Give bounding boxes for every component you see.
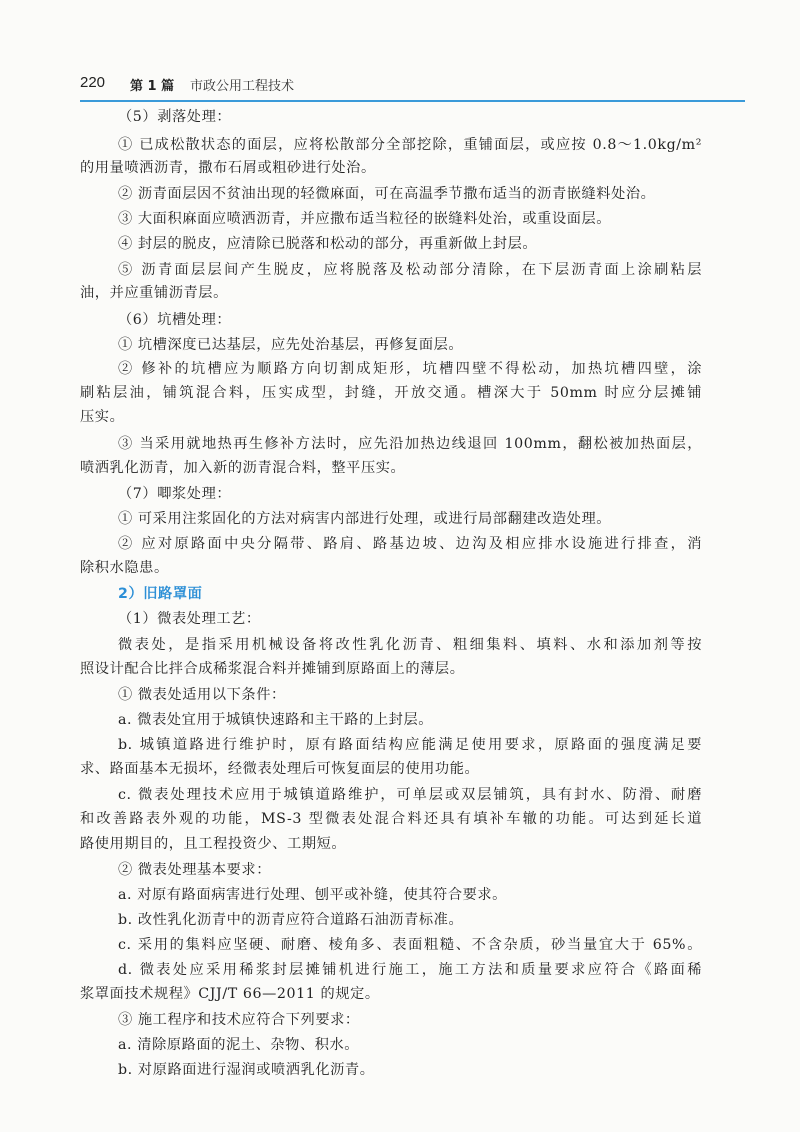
paragraph-line: 浆罩面技术规程》CJJ/T 66—2011 的规定。 <box>80 986 380 1002</box>
paragraph-line: ① 已成松散状态的面层，应将松散部分全部挖除，重铺面层，或应按 0.8～1.0kg/m² <box>118 137 702 153</box>
paragraph-line: a. 微表处宜用于城镇快速路和主干路的上封层。 <box>118 712 434 728</box>
paragraph-line: 刷粘层油，铺筑混合料，压实成型，封缝，开放交通。槽深大于 50mm 时应分层摊铺 <box>80 385 702 401</box>
paragraph-line: （6）坑槽处理： <box>118 312 232 328</box>
paragraph-line: 求、路面基本无损坏，经微表处理后可恢复面层的使用功能。 <box>80 761 480 777</box>
paragraph-line: ⑤ 沥青面层层间产生脱皮，应将脱落及松动部分清除，在下层沥青面上涂刷粘层 <box>118 262 702 278</box>
paragraph-line: ③ 大面积麻面应喷洒沥青，并应撒布适当粒径的嵌缝料处治，或重设面层。 <box>118 211 612 227</box>
paragraph-line: ① 微表处适用以下条件： <box>118 687 286 703</box>
paragraph-line: 照设计配合比拌合成稀浆混合料并摊铺到原路面上的薄层。 <box>80 661 465 677</box>
paragraph-line: b. 对原路面进行湿润或喷洒乳化沥青。 <box>118 1062 375 1078</box>
page-number: 220 <box>80 74 106 91</box>
page-header <box>80 62 745 102</box>
paragraph-line: 和改善路表外观的功能，MS-3 型微表处混合料还具有填补车辙的功能。可达到延长道 <box>80 811 702 827</box>
paragraph-line: （7）唧浆处理： <box>118 486 232 502</box>
paragraph-line: ① 可采用注浆固化的方法对病害内部进行处理，或进行局部翻建改造处理。 <box>118 511 612 527</box>
paragraph-line: 微表处，是指采用机械设备将改性乳化沥青、粗细集料、填料、水和添加剂等按 <box>118 637 702 653</box>
paragraph-line: ③ 施工程序和技术应符合下列要求： <box>118 1012 360 1028</box>
paragraph-line: b. 改性乳化沥青中的沥青应符合道路石油沥青标准。 <box>118 912 464 928</box>
paragraph-line: b. 城镇道路进行维护时，原有路面结构应能满足使用要求，原路面的强度满足要 <box>118 737 702 753</box>
paragraph-line: a. 清除原路面的泥土、杂物、积水。 <box>118 1037 360 1053</box>
paragraph-line: ③ 当采用就地热再生修补方法时，应先沿加热边线退回 100mm，翻松被加热面层， <box>118 436 702 452</box>
paragraph-line: ② 沥青面层因不贫油出现的轻微麻面，可在高温季节撒布适当的沥青嵌缝料处治。 <box>118 186 656 202</box>
paragraph-line: 除积水隐患。 <box>80 560 169 576</box>
paragraph-line: ② 修补的坑槽应为顺路方向切割成矩形，坑槽四壁不得松动，加热坑槽四壁，涂 <box>118 361 702 377</box>
paragraph-line: c. 采用的集料应坚硬、耐磨、棱角多、表面粗糙、不含杂质，砂当量宜大于 65%。 <box>118 937 702 953</box>
paragraph-line: （1）微表处理工艺： <box>118 611 261 627</box>
subject-title: 市政公用工程技术 <box>190 79 295 94</box>
paragraph-line: ① 坑槽深度已达基层，应先处治基层，再修复面层。 <box>118 337 464 353</box>
section-heading: 2）旧路罩面 <box>118 586 203 602</box>
chapter-label: 第 1 篇 <box>130 79 175 94</box>
paragraph-line: c. 微表处理技术应用于城镇道路维护，可单层或双层铺筑，具有封水、防滑、耐磨 <box>118 787 702 803</box>
paragraph-line: 压实。 <box>80 409 125 425</box>
header-rule <box>80 100 745 102</box>
paragraph-line: 喷洒乳化沥青，加入新的沥青混合料，整平压实。 <box>80 460 406 476</box>
paragraph-line: ② 应对原路面中央分隔带、路肩、路基边坡、边沟及相应排水设施进行排查，消 <box>118 536 702 552</box>
paragraph-line: ② 微表处理基本要求： <box>118 862 271 878</box>
paragraph-line: （5）剥落处理： <box>118 109 232 125</box>
paragraph-line: 的用量喷洒沥青，撒布石屑或粗砂进行处治。 <box>80 160 376 176</box>
paragraph-line: 路使用期目的，且工程投资少、工期短。 <box>80 836 347 852</box>
paragraph-line: 油，并应重铺沥青层。 <box>80 285 228 301</box>
paragraph-line: a. 对原有路面病害进行处理、刨平或补缝，使其符合要求。 <box>118 887 507 903</box>
paragraph-line: ④ 封层的脱皮，应清除已脱落和松动的部分，再重新做上封层。 <box>118 236 538 252</box>
paragraph-line: d. 微表处应采用稀浆封层摊铺机进行施工，施工方法和质量要求应符合《路面稀 <box>118 962 702 978</box>
